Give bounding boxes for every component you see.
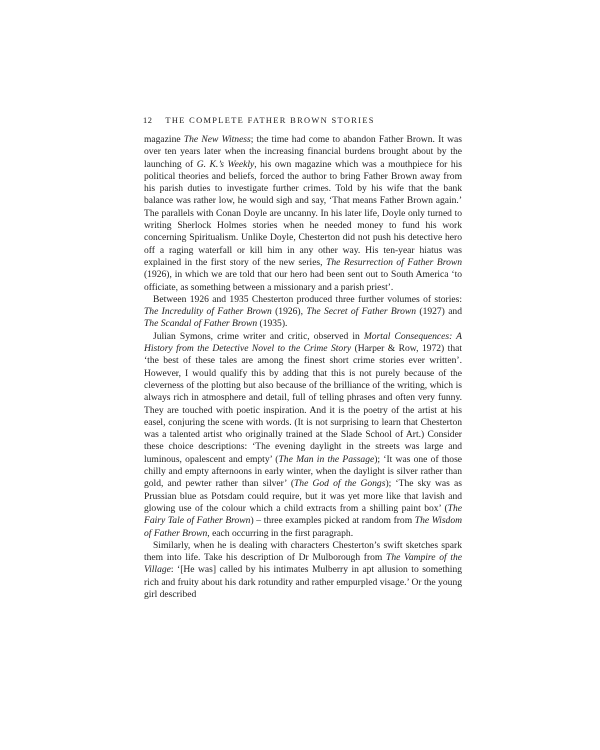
- paragraph-text: ); ‘The sky was as Prussian blue as Potsdam could require, but it was yet more like that lavish and glowing use of the colour which a child extracts from a shilling paint box’ (: [144, 478, 462, 514]
- italic-title: The Secret of Father Brown: [306, 306, 417, 318]
- body-text: [144, 134, 462, 601]
- paragraph-text: ); ‘It was one of those chilly and empty afternoons in early winter, when the daylight is silver rather than gold, and pewter rather than silver’ (: [144, 453, 463, 490]
- italic-title: The Scandal of Father Brown: [144, 318, 258, 330]
- paragraph-text: (1926), in which we are told that our hero had been sent out to South America ‘to officiate, as something between a missionary and a parish priest’.: [144, 269, 462, 293]
- italic-title: The Fairy Tale of Father Brown: [144, 502, 462, 527]
- italic-title: The Vampire of the Village: [144, 552, 462, 576]
- paragraph-text: (1926),: [271, 306, 307, 318]
- paragraph-text: Similarly, when he is dealing with characters Chesterton’s swift sketches spark them into life. Take his description of Dr Mulborough from: [144, 539, 462, 564]
- running-head: [143, 116, 463, 125]
- paragraph-text: (1927) and: [416, 306, 462, 318]
- running-head-title: THE COMPLETE FATHER BROWN STORIES: [165, 116, 375, 125]
- paragraph-text: (Harper & Row, 1972) that ‘the best of these tales are among the finest short crime stories ever written’. However, I would qualify this by adding that this is not purely because of the cleverness of the plotting but also because of the brilliance of the writing, which is always rich in atmosphere and detail, full of telling phrases and often very funny. They are touched with poetic inspiration. And it is the poetry of the artist at his easel, conjuring the scene with words. (It is not surprising to learn that Chesterton was a talented artist who originally trained at the Slade School of Art.) Consider these choice descriptions: ‘The evening daylight in the streets was large and luminous, opalescent and empty’ (: [144, 343, 462, 465]
- paragraph-text: ; the time had come to abandon Father Brown. It was over ten years later when the increasing financial burdens brought about by the launching of: [144, 134, 462, 170]
- italic-title: The Incredulity of Father Brown: [144, 306, 272, 318]
- paragraph: [144, 540, 462, 601]
- paragraph-text: Between 1926 and 1935 Chesterton produced three further volumes of stories:: [153, 293, 462, 305]
- paragraph-text: magazine: [144, 134, 184, 145]
- italic-title: The God of the Gongs: [294, 478, 386, 490]
- italic-title: Mortal Consequences: A History from the Detective Novel to the Crime Story: [144, 330, 462, 355]
- italic-title: The Resurrection of Father Brown: [326, 256, 462, 268]
- paragraph-text: , his own magazine which was a mouthpiece for his political theories and beliefs, forced the author to bring Father Brown away from his parish duties to investigate further crimes. Told by his wife that the bank balance was rather low, he would sigh and say, ‘That means Father Brown again.’ The parallels with Conan Doyle are uncanny. In his later life, Doyle only turned to writing Sherlock Holmes stories when he needed money to fund his work concerning Spiritualism. Unlike Doyle, Chesterton did not push his detective hero off a raging waterfall or kill him in any other way. His ten-year hiatus was explained in the first story of the new series,: [144, 158, 463, 268]
- paragraph: [144, 134, 462, 294]
- italic-title: The New Witness: [183, 134, 251, 145]
- page-number: 12: [143, 116, 153, 125]
- italic-title: The Wisdom of Father Brown: [144, 515, 462, 539]
- paragraph-text: Julian Symons, crime writer and critic, observed in: [153, 330, 364, 342]
- italic-title: G. K.’s Weekly: [196, 158, 255, 170]
- paragraph: [144, 331, 462, 540]
- paragraph-text: (1935).: [257, 318, 288, 330]
- paragraph-text: ) – three examples picked at random from: [250, 515, 415, 527]
- italic-title: The Man in the Passage: [278, 453, 375, 465]
- paragraph-text: : ‘[He was] called by his intimates Mulberry in apt allusion to something rich and fruity about his dark rotundity and rather empurpled visage.’ Or the young girl described: [144, 564, 462, 600]
- paragraph: [144, 294, 462, 331]
- paragraph-text: , each occurring in the first paragraph.: [207, 527, 354, 539]
